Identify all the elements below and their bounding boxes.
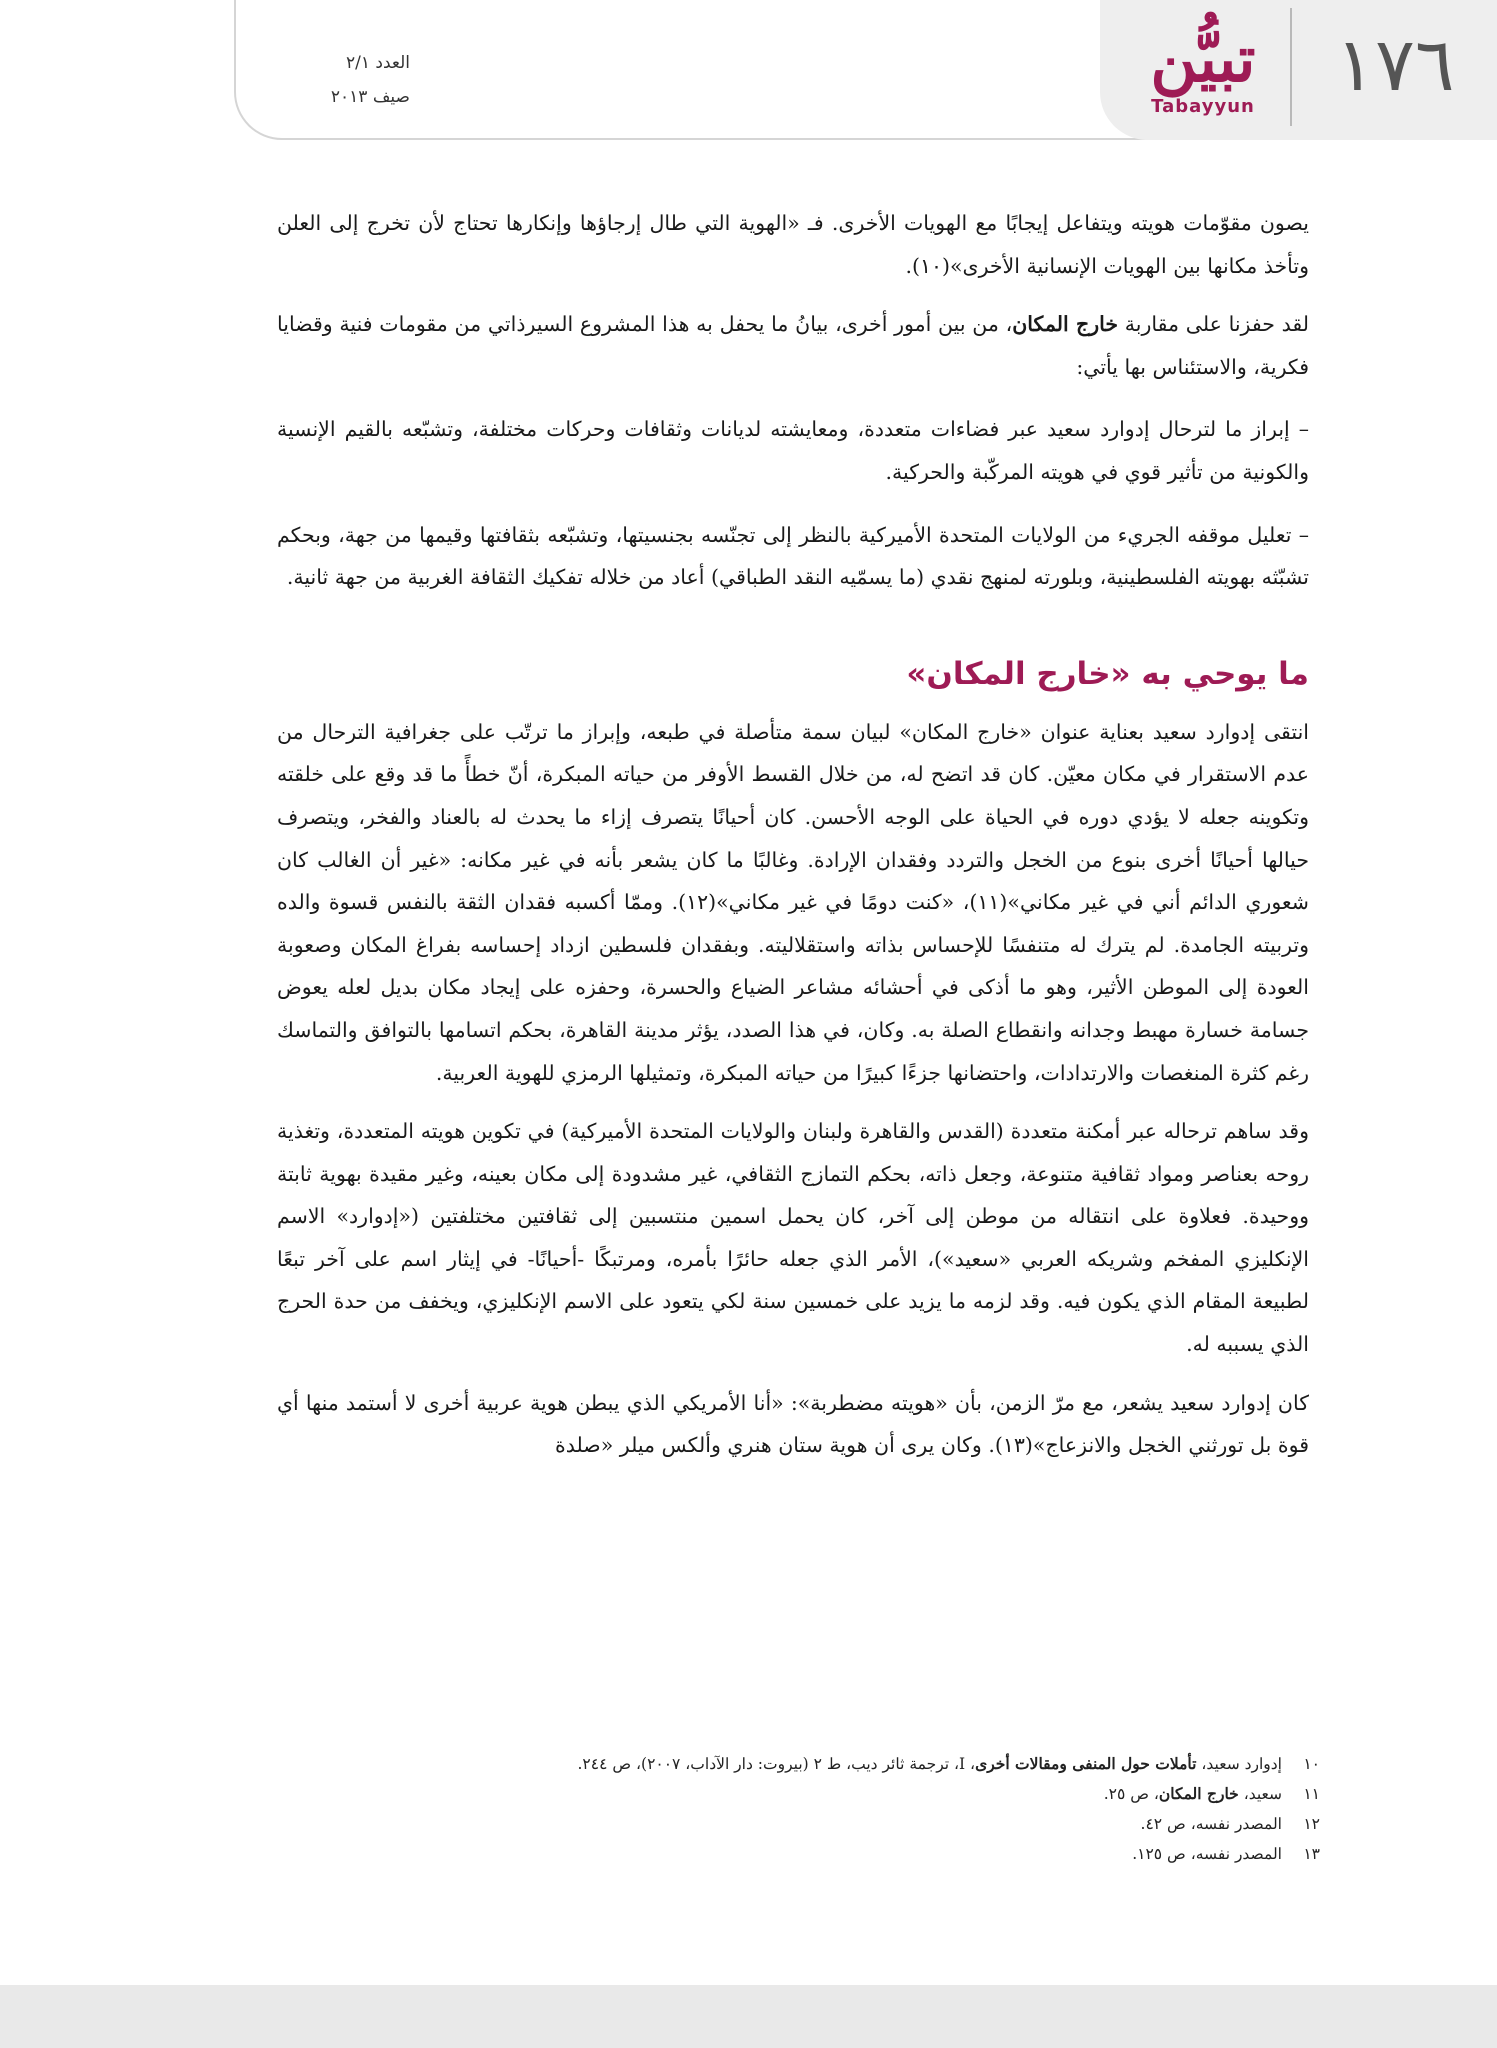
footnote xyxy=(330,1749,1320,1779)
text-run: سعيد، xyxy=(1238,1785,1282,1803)
text-run: ، ص ٢٥. xyxy=(1103,1785,1159,1803)
footnote-number: ١٣ xyxy=(1303,1845,1320,1863)
text-run: لقد حفزنا على مقاربة xyxy=(1118,312,1309,337)
paragraph xyxy=(277,303,1309,388)
journal-logo-arabic: تبيُّن xyxy=(1150,22,1256,97)
text-run: المصدر نفسه، ص ٤٢. xyxy=(1140,1815,1282,1833)
footnote-number: ١١ xyxy=(1303,1785,1320,1803)
text-run: ، I، ترجمة ثائر ديب، ط ٢ (بيروت: دار الآداب، ٢٠٠٧)، ص ٢٤٤. xyxy=(577,1755,976,1773)
paragraph: كان إدوارد سعيد يشعر، مع مرّ الزمن، بأن «هويته مضطربة»: «أنا الأمريكي الذي يبطن هوية عربية أخرى لا أستمد منها أي قوة بل تورثني الخجل والانزعاج»(١٣). وكان يرى أن هوية ستان هنري وألكس ميلر «صلدة xyxy=(277,1390,1309,1458)
paragraph: يصون مقوّمات هويته ويتفاعل إيجابًا مع الهويات الأخرى. فـ «الهوية التي طال إرجاؤها وإنكارها تحتاج لأن تخرج إلى العلن وتأخذ مكانها بين الهويات الإنسانية الأخرى»(١٠). xyxy=(277,211,1309,278)
paragraph: انتقى إدوارد سعيد بعناية عنوان «خارج المكان» لبيان سمة متأصلة في طبعه، وإبراز ما ترتّب على جغرافية الترحال من عدم الاستقرار في مكان معيّن. كان قد اتضح له، من خلال القسط الأوفر من حياته المبكرة، أنّ خطأً ما قد وقع على خلقته وتكوينه جعله لا يؤدي دوره في الحياة على الوجه الأحسن. كان أحيانًا يتصرف إزاء ما يحدث له بالعناد والفخر، ويتصرف حيالها أحيانًا أخرى بنوع من الخجل والتردد وفقدان الإرادة. وغالبًا ما كان يشعر بأنه في غير مكانه: «غير أن الغالب كان شعوري الدائم أني في غير مكاني»(١١)، «كنت دومًا في غير مكاني»(١٢). وممّا أكسبه فقدان الثقة بالنفس قسوة والده وتربيته الجامدة. لم يترك له متنفسًا للإحساس بذاته واستقلاليته. وبفقدان فلسطين ازداد إحساسه بفراغ المكان وصعوبة العودة إلى الموطن الأثير، وهو ما أذكى في أحشائه مشاعر الضياع والحسرة، وحفزه على إيجاد مكان بديل لعله يعوض جسامة خسارة مهبط وجدانه وانقطاع الصلة به. وكان، في هذا الصدد، يؤثر مدينة القاهرة، بحكم اتسامها بالتوافق والتماسك رغم كثرة المنغصات والارتدادات، واحتضانها جزءًا كبيرًا من حياته المبكرة، وتمثيلها الرمزي للهوية العربية. xyxy=(277,719,1309,1085)
book-title: خارج المكان xyxy=(1158,1784,1239,1803)
page-bottom-band xyxy=(0,1985,1497,2048)
book-title: خارج المكان xyxy=(1012,312,1119,337)
footnote-text xyxy=(1104,1779,1282,1809)
footnote xyxy=(330,1779,1320,1809)
bullet-item: – إبراز ما لترحال إدوارد سعيد عبر فضاءات متعددة، ومعايشته لديانات وثقافات وحركات مختلفة، وتشبّعه بالقيم الإنسية والكونية من تأثير قوي في هويته المركّبة والحركية. xyxy=(277,417,1309,484)
footnote xyxy=(330,1839,1320,1869)
footnote-number: ١٠ xyxy=(1303,1755,1320,1773)
footnote-text xyxy=(1141,1809,1282,1839)
book-title: تأملات حول المنفى ومقالات أخرى xyxy=(975,1754,1197,1773)
article-body xyxy=(277,202,1309,1467)
section-title: ما يوحي به «خارج المكان» xyxy=(906,655,1309,692)
journal-logo-english: Tabayyun xyxy=(1151,96,1255,117)
header-divider xyxy=(1290,8,1292,126)
issue-info xyxy=(250,46,410,114)
footnotes xyxy=(330,1749,1320,1869)
page-number: ١٧٦ xyxy=(1335,22,1455,108)
paragraph: وقد ساهم ترحاله عبر أمكنة متعددة (القدس والقاهرة ولبنان والولايات المتحدة الأميركية) في تكوين هويته المتعددة، وتغذية روحه بعناصر ومواد ثقافية متنوعة، وجعل ذاته، بحكم التمازج الثقافي، غير مشدودة إلى مكان بعينه، وغير مقيدة بهوية ثابتة ووحيدة. فعلاوة على انتقاله من موطن إلى آخر، كان يحمل اسمين منتسبين إلى ثقافتين مختلفتين («إدوارد» الاسم الإنكليزي المفخم وشريكه العربي «سعيد»)، الأمر الذي جعله حائرًا بأمره، ومرتبكًا -أحيانًا- في إيثار اسم على آخر تبعًا لطبيعة المقام الذي يكون فيه. وقد لزمه ما يزيد على خمسين سنة لكي يتعود على الاسم الإنكليزي، ويخفف من حدة الحرج الذي يسببه له. xyxy=(277,1119,1309,1357)
text-run: إدوارد سعيد، xyxy=(1196,1755,1282,1773)
footnote-text xyxy=(577,1749,1282,1779)
text-run: المصدر نفسه، ص ١٢٥. xyxy=(1132,1845,1282,1863)
text-run: ، من بين أمور أخرى، بيانُ ما يحفل به هذا المشروع السيرذاتي من مقومات فنية وقضايا فكرية، والاستئناس بها يأتي: xyxy=(277,312,1309,379)
issue-number: العدد ٢/١ xyxy=(345,53,410,73)
bullet-item: – تعليل موقفه الجريء من الولايات المتحدة الأميركية بالنظر إلى تجنّسه بجنسيتها، وتشبّعه بثقافتها وقيمها من جهة، وبحكم تشبّثه بهويته الفلسطينية، وبلورته لمنهج نقدي (ما يسمّيه النقد الطباقي) أعاد من خلاله تفكيك الثقافة الغربية من جهة ثانية. xyxy=(277,522,1309,590)
issue-season: صيف ٢٠١٣ xyxy=(330,87,410,107)
footnote-number: ١٢ xyxy=(1303,1815,1320,1833)
footnote xyxy=(330,1809,1320,1839)
footnote-text xyxy=(1132,1839,1282,1869)
